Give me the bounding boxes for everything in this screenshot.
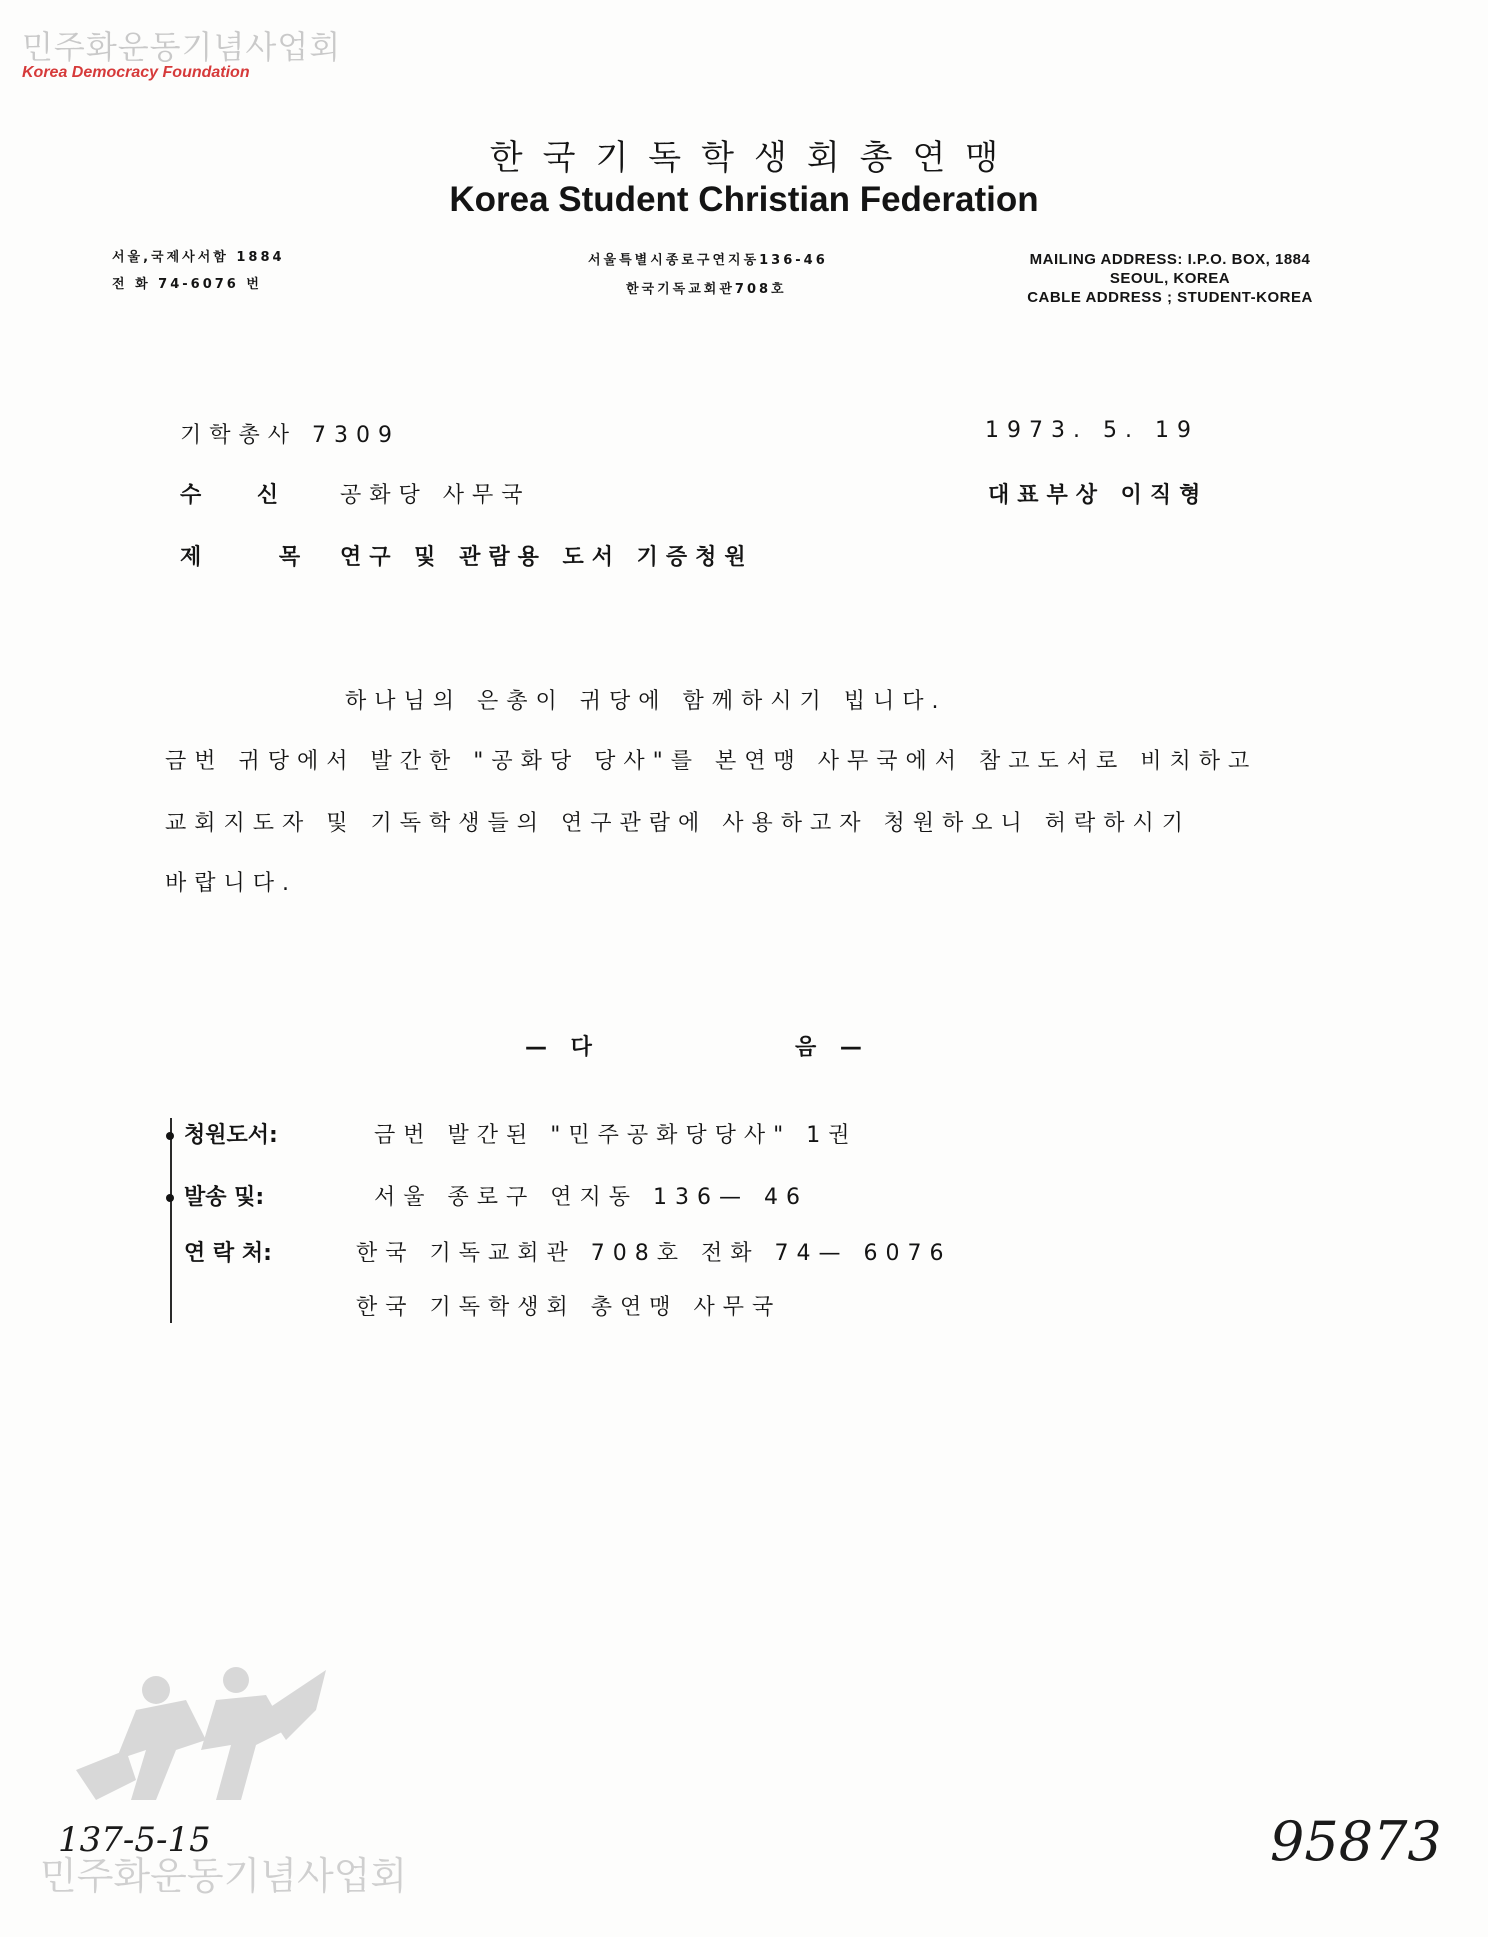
cable-address: CABLE ADDRESS ; STUDENT-KOREA bbox=[1027, 289, 1313, 306]
document-date: 1973. 5. 19 bbox=[985, 418, 1199, 443]
bottom-watermark: 민주화운동기념사업회 bbox=[40, 1854, 408, 1898]
subject-value: 연구 및 관람용 도서 기증청원 bbox=[340, 545, 754, 570]
item-extra-line: 한국 기독학생회 총연맹 사무국 bbox=[356, 1295, 782, 1320]
recipient-row bbox=[180, 478, 531, 509]
body-greeting: 하나님의 은총이 귀당에 함께하시기 빕니다. bbox=[345, 689, 947, 714]
item-value-3: 한국 기독교회관 708호 전화 74— 6076 bbox=[356, 1241, 952, 1266]
body-line-3: 바랍니다. bbox=[165, 871, 298, 896]
letterhead-left-line-1: 서울,국제사서함 1884 bbox=[112, 250, 285, 265]
handwritten-number-right: 95873 bbox=[1270, 1810, 1442, 1873]
letterhead-center-line-1: 서울특별시종로구연지동136-46 bbox=[588, 253, 828, 268]
subject-label: 제 목 bbox=[180, 545, 301, 570]
item-label-2: 발송 및: bbox=[184, 1185, 265, 1210]
item-row-3 bbox=[184, 1236, 951, 1267]
body-line-2: 교회지도자 및 기독학생들의 연구관람에 사용하고자 청원하오니 허락하시기 bbox=[165, 811, 1192, 836]
watermark-korean: 민주화운동기념사업회 bbox=[22, 28, 342, 66]
body-line-1: 금번 귀당에서 발간한 "공화당 당사"를 본연맹 사무국에서 참고도서로 비치하고 bbox=[165, 749, 1258, 774]
mailing-address: MAILING ADDRESS: I.P.O. BOX, 1884 bbox=[1029, 251, 1311, 268]
item-value-2: 서울 종로구 연지동 136— 46 bbox=[374, 1185, 808, 1210]
foundation-logo-watermark bbox=[36, 1650, 336, 1840]
letterhead-title-english: Korea Student Christian Federation bbox=[449, 180, 1039, 219]
watermark-english: Korea Democracy Foundation bbox=[22, 64, 250, 81]
sender: 대표부상 이직형 bbox=[988, 483, 1209, 508]
document-number: 기학총사 7309 bbox=[180, 423, 400, 448]
handwritten-note-left: 137-5-15 bbox=[58, 1820, 211, 1860]
notice-right: 음 — bbox=[795, 1035, 870, 1060]
item-label-1: 청원도서: bbox=[184, 1123, 278, 1148]
recipient-label: 수 신 bbox=[180, 483, 279, 508]
item-row-2 bbox=[166, 1180, 808, 1211]
recipient-value: 공화당 사무국 bbox=[340, 483, 531, 508]
mailing-city: SEOUL, KOREA bbox=[1109, 270, 1231, 287]
letterhead-center-line-2: 한국기독교회관708호 bbox=[626, 282, 787, 297]
bullet-icon bbox=[166, 1132, 174, 1140]
letterhead-title-korean: 한국기독학생회총연맹 bbox=[489, 138, 1019, 178]
bullet-icon bbox=[166, 1194, 174, 1202]
subject-row bbox=[180, 540, 754, 571]
item-row-1 bbox=[166, 1118, 858, 1149]
letterhead-right-block bbox=[1000, 250, 1340, 307]
letterhead-left-line-2: 전 화 74-6076 번 bbox=[112, 277, 262, 292]
item-label-3: 연 락 처: bbox=[184, 1241, 272, 1266]
notice-left: — 다 bbox=[525, 1035, 600, 1060]
item-value-1: 금번 발간된 "민주공화당당사" 1권 bbox=[374, 1123, 858, 1148]
